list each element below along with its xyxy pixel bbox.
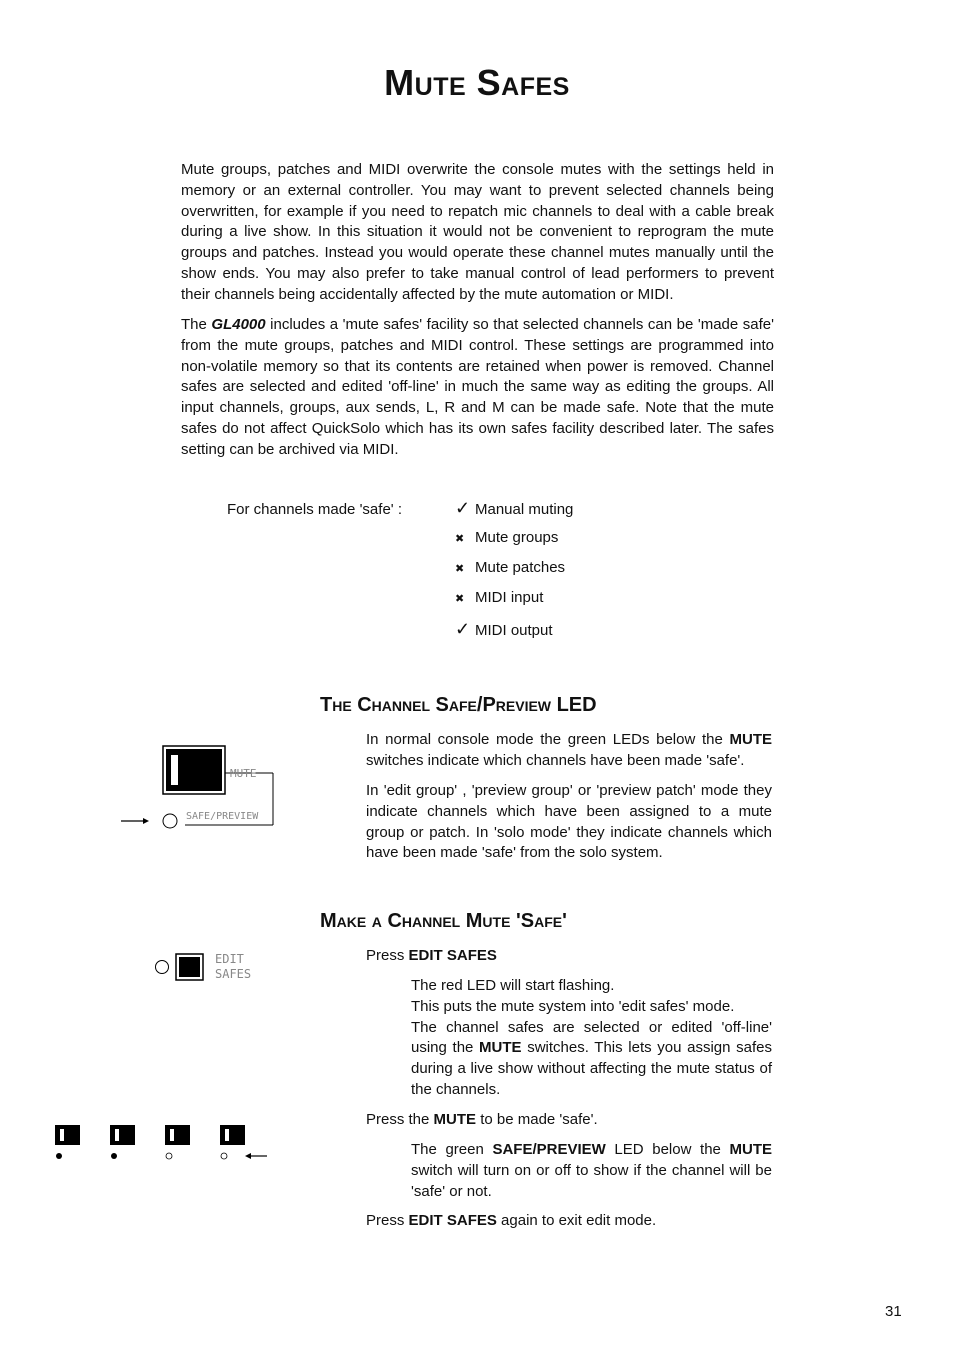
- page-title: Mute Safes: [384, 62, 570, 103]
- step-1: [366, 947, 497, 964]
- safes-label: SAFES: [215, 967, 252, 981]
- cross-icon: ✖: [455, 563, 465, 575]
- cross-icon: ✖: [455, 593, 465, 605]
- step1-detail-c-post: switches. This lets you assign safes during a live show without affecting the mute status of the channels.: [411, 1039, 773, 1098]
- step-1-detail: [411, 976, 772, 1101]
- channel-mute-switch: [110, 1125, 135, 1159]
- product-name: GL4000: [211, 316, 266, 333]
- arrow-left-icon: [245, 1153, 251, 1159]
- channel-mute-switch: [55, 1125, 80, 1159]
- step1-detail-c: [411, 1018, 772, 1101]
- channel-mute-switch: [165, 1125, 190, 1159]
- cross-icon: ✖: [455, 533, 465, 545]
- step3-pre: Press: [366, 1212, 409, 1229]
- safe-list-item-text: MIDI input: [475, 589, 544, 606]
- step1-pre: Press: [366, 947, 409, 964]
- section-heading-make-safe: Make a Channel Mute 'Safe': [320, 910, 567, 932]
- safe-list: [455, 498, 573, 649]
- mute-switch-diagram: [115, 740, 285, 835]
- step1-detail-a: The red LED will start flashing.: [411, 977, 615, 994]
- intro-p2-post: includes a 'mute safes' facility so that selected channels can be 'made safe' from the mute groups, patches and MIDI control. These settings are programmed into non-volatile memory so that its contents are retained when power is removed. Channel safes are selected and edited 'off-line' in much the same way as editing the groups. All input channels, groups, aux sends, L, R and M can be made safe. Note that the mute safes do not affect QuickSolo which has its own safes facility described later. The safes setting can be archived via MIDI.: [181, 316, 775, 458]
- safe-list-item: [455, 559, 573, 589]
- channel-mutes-diagram: [50, 1120, 280, 1165]
- safe-list-item: [455, 619, 573, 649]
- mute-label: MUTE: [230, 767, 257, 780]
- step1-bold: EDIT SAFES: [408, 947, 497, 964]
- s1p1-post: switches indicate which channels have been made 'safe'.: [366, 751, 745, 769]
- intro-paragraph-1: Mute groups, patches and MIDI overwrite the console mutes with the settings held in memory or an external controller. You may want to prevent selected channels being overwritten, for example if you need to repatch mic channels to deal with a cable break during a live show. In this situation it would not be convenient to reprogram the mute groups and patches. Instead you would operate these channel mutes manually until the show ends. You may also prefer to take manual control of lead performers to prevent their channels being accidentally affected by the mute automation or MIDI.: [181, 161, 774, 303]
- safe-preview-paragraph-1: [366, 730, 772, 772]
- step1-detail-c-bold: MUTE: [479, 1039, 522, 1057]
- safe-preview-label: SAFE/PREVIEW: [186, 811, 259, 822]
- step2-detail-post: switch will turn on or off to show if the channel will be 'safe' or not.: [411, 1161, 772, 1200]
- arrow-right-icon: [143, 818, 149, 824]
- safe-list-item-text: Mute patches: [475, 559, 566, 576]
- safe-preview-paragraph-2: In 'edit group' , 'preview group' or 'preview patch' mode they indicate channels which have been assigned to a mute group or patch. In 'solo mode' they indicate channels which have been made 'safe' from the solo system.: [366, 782, 772, 862]
- safe-list-item: [455, 529, 573, 559]
- check-icon: ✓: [455, 498, 471, 518]
- step2-pre: Press the: [366, 1111, 434, 1128]
- step2-detail-bold1: SAFE/PREVIEW: [492, 1141, 606, 1158]
- safe-list-item: [455, 589, 573, 619]
- safe-list-item-text: MIDI output: [475, 622, 553, 639]
- safe-list-label: For channels made 'safe' :: [227, 501, 402, 518]
- intro-paragraph-2: [181, 315, 774, 461]
- step-3: [366, 1212, 656, 1229]
- step3-bold: EDIT SAFES: [408, 1212, 497, 1229]
- step-2: [366, 1111, 598, 1128]
- s1p1-bold: MUTE: [729, 731, 772, 748]
- intro-p2-pre: The: [181, 316, 212, 333]
- section-heading-safe-preview-led: The Channel Safe/Preview LED: [320, 694, 597, 716]
- step2-detail-bold2: MUTE: [729, 1141, 772, 1158]
- step1-detail-c-pre: The channel safes are selected or edited 'off-line' using the: [411, 1018, 772, 1057]
- s1p1-pre: In normal console mode the green LEDs below the: [366, 731, 730, 748]
- step2-post: to be made 'safe'.: [476, 1111, 598, 1128]
- page-number: 31: [885, 1303, 902, 1320]
- edit-safes-diagram: [150, 948, 270, 988]
- step2-detail-pre: The green: [411, 1141, 493, 1158]
- step3-post: again to exit edit mode.: [496, 1212, 657, 1229]
- channel-mute-switch: [220, 1125, 245, 1159]
- step2-bold: MUTE: [433, 1111, 477, 1128]
- step2-detail-mid: LED below the: [605, 1141, 730, 1158]
- edit-label: EDIT: [215, 952, 244, 966]
- step1-detail-b: This puts the mute system into 'edit safes' mode.: [411, 997, 735, 1015]
- safe-list-item-text: Manual muting: [475, 501, 574, 518]
- safe-list-item: [455, 498, 573, 529]
- edit-led-icon: [156, 961, 169, 974]
- check-icon: ✓: [455, 619, 471, 639]
- safe-list-item-text: Mute groups: [475, 529, 559, 546]
- step-2-detail: [411, 1140, 772, 1202]
- safe-preview-led-icon: [163, 814, 177, 828]
